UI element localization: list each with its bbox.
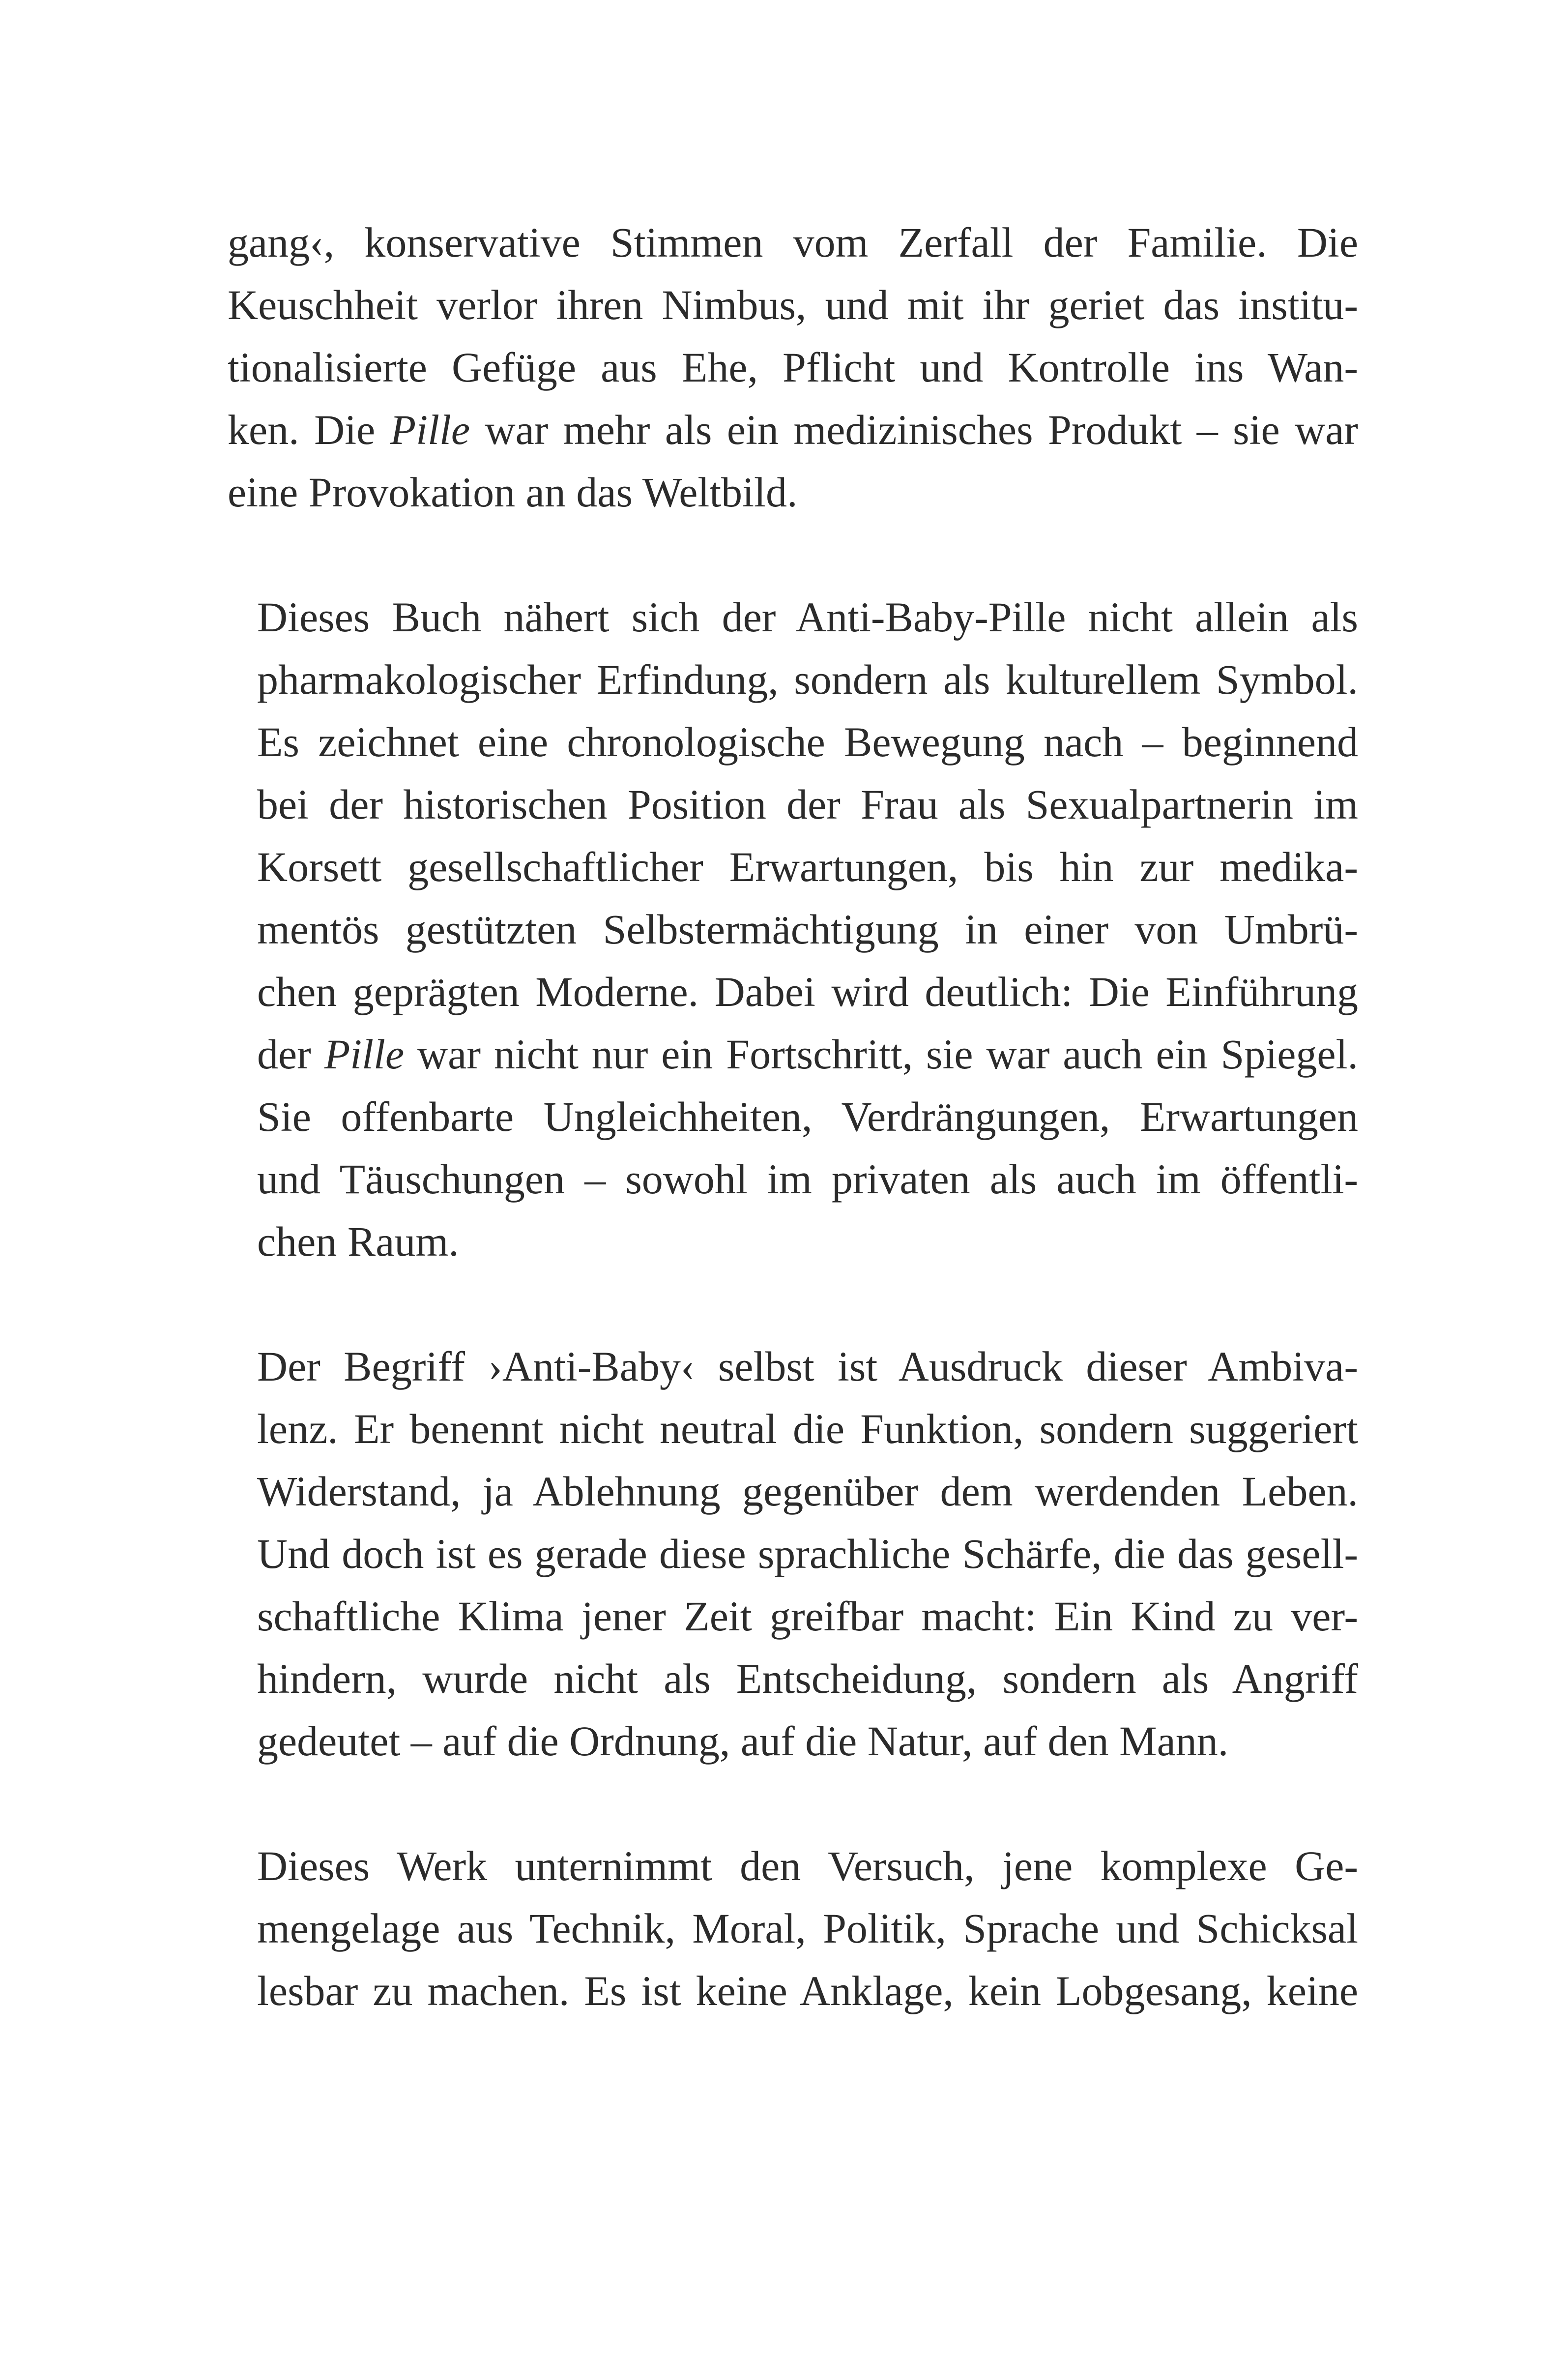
text-line: Und doch ist es gerade diese sprachliche Schärfe, die das gesell- (257, 1530, 1358, 1577)
italic-term: Pille (324, 1031, 405, 1078)
text-line: Korsett gesellschaftlicher Erwartungen, bis hin zur medika- (257, 843, 1358, 890)
text-line: hindern, wurde nicht als Entscheidung, sondern als Angriff (257, 1655, 1358, 1702)
text-line: bei der historischen Position der Frau als Sexualpartnerin im (257, 781, 1358, 828)
italic-term: Pille (390, 406, 470, 453)
paragraph-1 (228, 211, 1358, 524)
text-line: lenz. Er benennt nicht neutral die Funktion, sondern suggeriert (257, 1405, 1358, 1452)
text-line: Dieses Buch nähert sich der Anti-Baby-Pille nicht allein als (257, 593, 1358, 641)
text-line: mengelage aus Technik, Moral, Politik, Sprache und Schicksal (257, 1905, 1358, 1952)
text-line: pharmakologischer Erfindung, sondern als kulturellem Symbol. (257, 656, 1358, 703)
text-line: Es zeichnet eine chronologische Bewegung nach – beginnend (257, 718, 1358, 766)
text-line: Widerstand, ja Ablehnung gegenüber dem werdenden Leben. (257, 1468, 1358, 1515)
text-line: Keuschheit verlor ihren Nimbus, und mit ihr geriet das institu- (228, 281, 1358, 328)
paragraph-3 (228, 1335, 1358, 1772)
text-line: schaftliche Klima jener Zeit greifbar macht: Ein Kind zu ver- (257, 1593, 1358, 1640)
text-line: und Täuschungen – sowohl im privaten als auch im öffentli- (257, 1155, 1358, 1203)
text-line: gang‹, konservative Stimmen vom Zerfall der Familie. Die (228, 219, 1358, 266)
text-line: ken. Die Pille war mehr als ein medizinisches Produkt – sie war (228, 406, 1359, 453)
text-line: eine Provokation an das Weltbild. (228, 469, 798, 516)
body-text (228, 211, 1358, 2022)
text-line: der Pille war nicht nur ein Fortschritt, sie war auch ein Spiegel. (257, 1031, 1358, 1078)
text-line: Sie offenbarte Ungleichheiten, Verdrängungen, Erwartungen (257, 1093, 1358, 1140)
text-line: gedeutet – auf die Ordnung, auf die Natur, auf den Mann. (257, 1717, 1229, 1765)
text-line: Dieses Werk unternimmt den Versuch, jene komplexe Ge- (257, 1842, 1358, 1889)
text-line: lesbar zu machen. Es ist keine Anklage, kein Lobgesang, keine (257, 1967, 1358, 2014)
paragraph-2 (228, 586, 1358, 1273)
text-line: tionalisierte Gefüge aus Ehe, Pflicht und Kontrolle ins Wan- (228, 344, 1358, 391)
paragraph-4 (228, 1835, 1358, 2022)
text-line: chen Raum. (257, 1218, 459, 1265)
text-line: chen geprägten Moderne. Dabei wird deutlich: Die Einführung (257, 968, 1358, 1015)
text-line: Der Begriff ›Anti-Baby‹ selbst ist Ausdruck dieser Ambiva- (257, 1343, 1358, 1390)
text-line: mentös gestützten Selbstermächtigung in einer von Umbrü- (257, 906, 1358, 953)
